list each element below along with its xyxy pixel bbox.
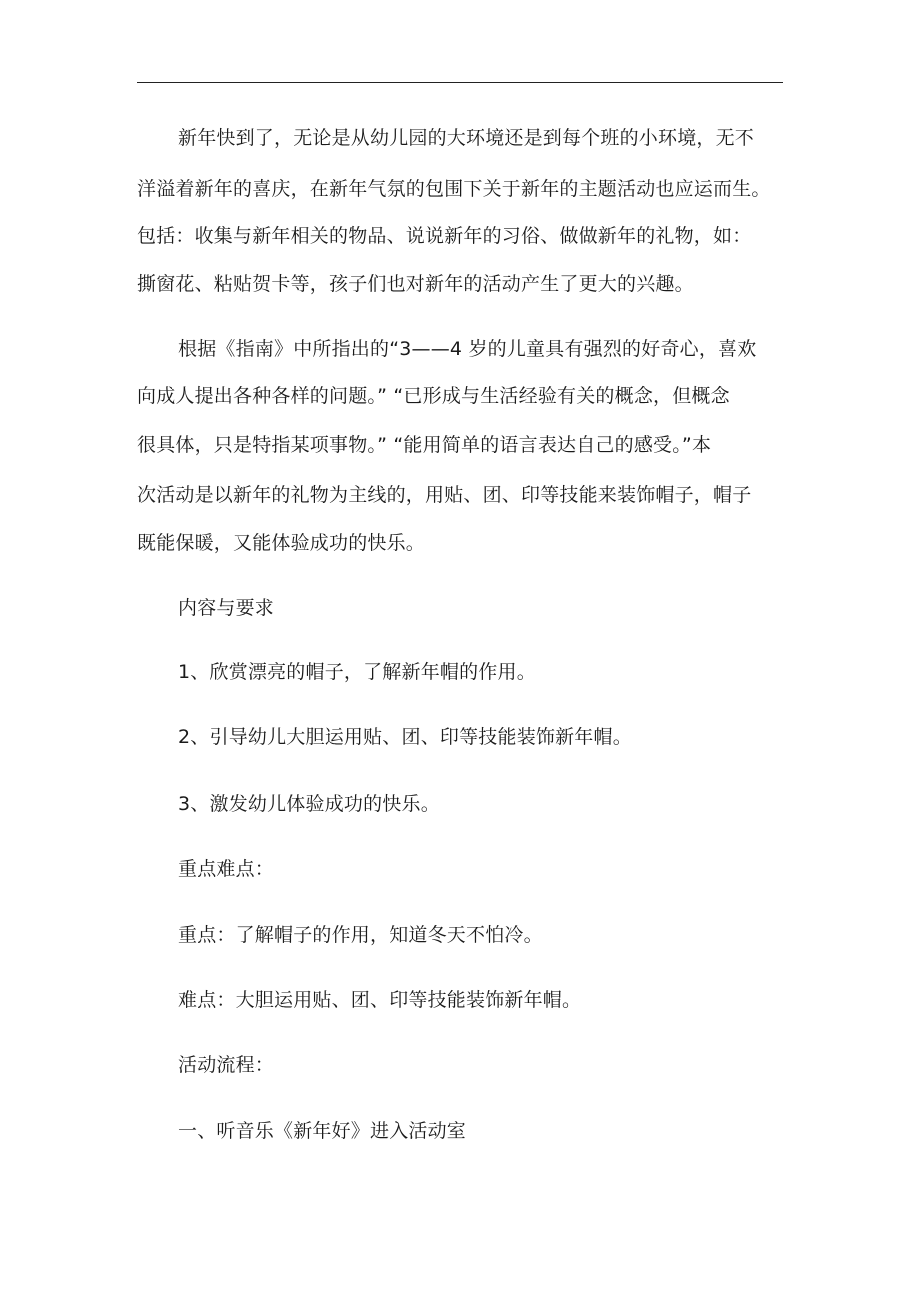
paragraph-line: 撕窗花、粘贴贺卡等，孩子们也对新年的活动产生了更大的兴趣。 <box>137 273 694 295</box>
paragraph-line: 向成人提出各种各样的问题。” “已形成与生活经验有关的概念，但概念 <box>137 385 730 407</box>
paragraph-line: 根据《指南》中所指出的“3——4 岁的儿童具有强烈的好奇心，喜欢 <box>178 338 757 360</box>
key-point: 重点：了解帽子的作用，知道冬天不怕冷。 <box>178 924 543 946</box>
difficult-point: 难点：大胆运用贴、团、印等技能装饰新年帽。 <box>178 989 582 1011</box>
requirement-item: 3、激发幼儿体验成功的快乐。 <box>178 793 440 815</box>
process-step: 一、听音乐《新年好》进入活动室 <box>178 1120 467 1142</box>
requirement-item: 1、欣赏漂亮的帽子，了解新年帽的作用。 <box>178 661 536 683</box>
key-points-heading: 重点难点： <box>178 858 275 880</box>
paragraph-line: 很具体，只是特指某项事物。” “能用简单的语言表达自己的感受。”本 <box>137 434 712 456</box>
header-rule <box>137 82 783 83</box>
paragraph-line: 包括：收集与新年相关的物品、说说新年的习俗、做做新年的礼物，如： <box>137 225 752 247</box>
content-heading: 内容与要求 <box>178 597 275 619</box>
process-heading: 活动流程： <box>178 1054 275 1076</box>
paragraph-line: 既能保暖，又能体验成功的快乐。 <box>137 532 426 554</box>
requirement-item: 2、引导幼儿大胆运用贴、团、印等技能装饰新年帽。 <box>178 726 632 748</box>
paragraph-line: 次活动是以新年的礼物为主线的，用贴、团、印等技能来装饰帽子，帽子 <box>137 484 752 506</box>
paragraph-line: 新年快到了，无论是从幼儿园的大环境还是到每个班的小环境，无不 <box>178 127 755 149</box>
paragraph-line: 洋溢着新年的喜庆，在新年气氛的包围下关于新年的主题活动也应运而生。 <box>137 178 771 200</box>
